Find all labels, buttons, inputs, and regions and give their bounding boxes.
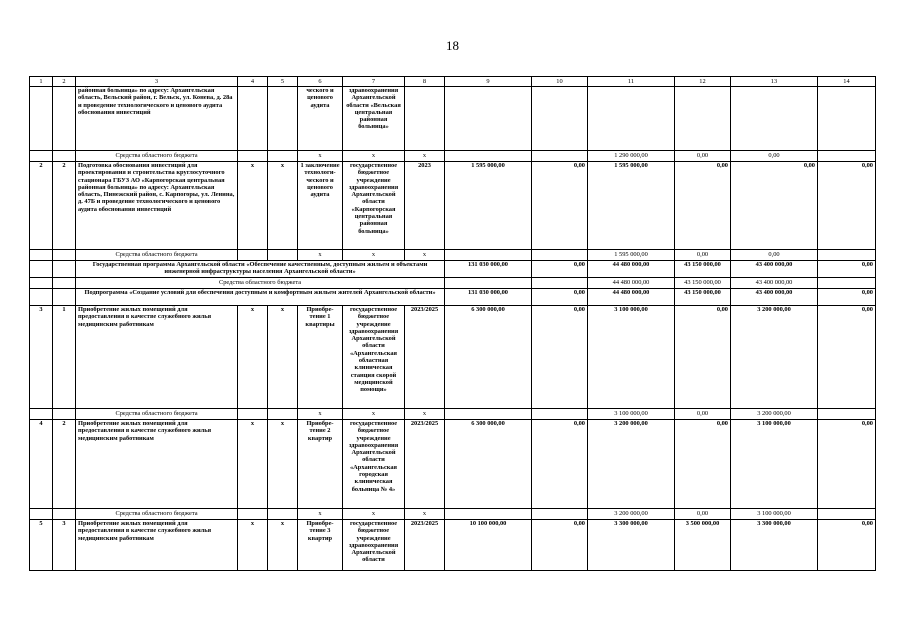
customer-cell: государственное бюджетное учреждение здравоохранения Архангельской области «Карпогорская центральная районная больница» [343,162,405,250]
amount-cell: 0,00 [731,162,818,250]
amount-cell: 0,00 [818,289,876,306]
source-row [30,151,876,162]
table-cell: х [238,420,268,509]
amount-cell: 43 400 000,00 [731,278,818,289]
source-label: Средства областного бюджета [76,250,238,261]
row-number: 4 [30,420,53,509]
amount-cell: 44 480 000,00 [588,289,675,306]
table-row [30,306,876,409]
amount-cell: 43 400 000,00 [731,289,818,306]
year-cell: 2023/2025 [405,306,445,409]
header-row [30,77,876,87]
result-cell: Приобре-тение 3 квартир [298,520,343,571]
table-row [30,162,876,250]
source-x: х [298,509,343,520]
amount-cell: 3 300 000,00 [731,520,818,571]
header-cell: 6 [298,77,343,87]
subprogram-row [30,289,876,306]
project-name: Приобретение жилых помещений для предоставления в качестве служебного жилья медицинским работникам [76,306,238,409]
year-cell: 2023/2025 [405,420,445,509]
amount-cell: 0,00 [675,306,731,409]
program-name: Государственная программа Архангельской области «Обеспечение качественным, доступным жильем и объектами инженерной инфраструктуры населения Архангельской области» [76,261,445,278]
amount-cell: 43 150 000,00 [675,289,731,306]
amount-cell: 43 400 000,00 [731,261,818,278]
table-row [30,87,876,151]
source-x: х [298,151,343,162]
project-name: Подготовка обоснования инвестиций для проектирования и строительства круглосуточного стационара ГБУЗ АО «Карпогорская центральная районная больница» по адресу: Архангельская область, Пинежский район, с. Карпогоры, ул. Ленина, д. 47Б и проведение технологического и ценового аудита обоснования инвестиций [76,162,238,250]
source-row [30,278,876,289]
table-cell: х [238,306,268,409]
amount-cell: 0,00 [532,261,588,278]
amount-cell: 6 300 000,00 [445,306,532,409]
source-x: х [343,409,405,420]
amount-cell: 0,00 [675,409,731,420]
amount-cell: 0,00 [675,509,731,520]
amount-cell: 3 500 000,00 [675,520,731,571]
table-row [30,520,876,571]
row-number: 2 [30,162,53,250]
source-label: Средства областного бюджета [76,409,238,420]
row-number: 5 [30,520,53,571]
row-subnumber: 2 [53,162,76,250]
amount-cell: 0,00 [818,306,876,409]
row-number: 3 [30,306,53,409]
program-row [30,261,876,278]
amount-cell: 3 100 000,00 [588,306,675,409]
source-label: Средства областного бюджета [76,278,445,289]
header-cell: 12 [675,77,731,87]
amount-cell: 0,00 [731,250,818,261]
table-cell: х [238,162,268,250]
amount-cell: 0,00 [532,162,588,250]
amount-cell: 0,00 [818,162,876,250]
amount-cell: 43 150 000,00 [675,278,731,289]
project-name: Приобретение жилых помещений для предоставления в качестве служебного жилья медицинским работникам [76,420,238,509]
header-cell: 10 [532,77,588,87]
source-x: х [298,250,343,261]
amount-cell: 43 150 000,00 [675,261,731,278]
row-subnumber: 2 [53,420,76,509]
page-number: 18 [446,38,459,53]
amount-cell: 3 200 000,00 [731,306,818,409]
amount-cell: 0,00 [532,520,588,571]
result-cell: Приобре-тение 2 квартир [298,420,343,509]
amount-cell: 0,00 [818,261,876,278]
result-cell: 1 заключение технологи-ческого и ценового аудита [298,162,343,250]
customer-cell: здравоохранения Архангельской области «Вельская центральная районная больница» [343,87,405,151]
source-row [30,250,876,261]
amount-cell: 3 100 000,00 [731,509,818,520]
source-x: х [405,151,445,162]
amount-cell: 0,00 [532,420,588,509]
table-cell: х [268,162,298,250]
amount-cell: 1 595 000,00 [445,162,532,250]
header-cell: 9 [445,77,532,87]
amount-cell: 0,00 [818,520,876,571]
source-x: х [405,250,445,261]
amount-cell: 1 595 000,00 [588,250,675,261]
amount-cell: 6 300 000,00 [445,420,532,509]
amount-cell: 0,00 [818,420,876,509]
amount-cell: 3 200 000,00 [588,509,675,520]
source-row [30,509,876,520]
year-cell: 2023 [405,162,445,250]
source-x: х [298,409,343,420]
source-x: х [343,509,405,520]
amount-cell: 131 030 000,00 [445,289,532,306]
amount-cell: 1 595 000,00 [588,162,675,250]
customer-cell: государственное бюджетное учреждение здравоохранения Архангельской области «Архангельская областная клиническая станция скорой медицинской помощи» [343,306,405,409]
amount-cell: 3 100 000,00 [588,409,675,420]
result-cell: ческого и ценового аудита [298,87,343,151]
source-x: х [405,509,445,520]
subprogram-name: Подпрограмма «Создание условий для обеспечения доступным и комфортным жильем жителей Архангельской области» [76,289,445,306]
result-cell: Приобре-тение 1 квартиры [298,306,343,409]
amount-cell: 0,00 [675,250,731,261]
source-label: Средства областного бюджета [76,509,238,520]
amount-cell: 0,00 [532,289,588,306]
amount-cell: 44 480 000,00 [588,278,675,289]
header-cell: 5 [268,77,298,87]
header-cell: 1 [30,77,53,87]
header-cell: 3 [76,77,238,87]
table-cell: х [268,420,298,509]
amount-cell: 0,00 [532,306,588,409]
amount-cell: 0,00 [675,420,731,509]
amount-cell: 1 290 000,00 [588,151,675,162]
amount-cell: 0,00 [731,151,818,162]
project-name: Приобретение жилых помещений для предоставления в качестве служебного жилья медицинским работникам [76,520,238,571]
table-cell: х [238,520,268,571]
source-x: х [405,409,445,420]
amount-cell: 3 200 000,00 [731,409,818,420]
customer-cell: государственное бюджетное учреждение здравоохранения Архангельской области «Архангельская городская клиническая больница № 4» [343,420,405,509]
header-cell: 11 [588,77,675,87]
header-cell: 4 [238,77,268,87]
table-cell: х [268,306,298,409]
year-cell: 2023/2025 [405,520,445,571]
amount-cell: 44 480 000,00 [588,261,675,278]
header-cell: 13 [731,77,818,87]
table-cell: х [268,520,298,571]
amount-cell: 3 300 000,00 [588,520,675,571]
row-subnumber: 3 [53,520,76,571]
source-x: х [343,250,405,261]
project-name: районная больница» по адресу: Архангельская область, Вельский район, г. Вельск, ул. Конева, д. 28а и проведение технологического и ценового аудита обоснования инвестиций [76,87,238,151]
customer-cell: государственное бюджетное учреждение здравоохранения Архангельской области [343,520,405,571]
amount-cell: 131 030 000,00 [445,261,532,278]
header-cell: 2 [53,77,76,87]
source-row [30,409,876,420]
amount-cell: 10 100 000,00 [445,520,532,571]
amount-cell: 3 200 000,00 [588,420,675,509]
source-label: Средства областного бюджета [76,151,238,162]
source-x: х [343,151,405,162]
header-cell: 14 [818,77,876,87]
row-subnumber: 1 [53,306,76,409]
table-row [30,420,876,509]
budget-table [29,76,876,571]
amount-cell: 0,00 [675,162,731,250]
amount-cell: 3 100 000,00 [731,420,818,509]
amount-cell: 0,00 [675,151,731,162]
header-cell: 8 [405,77,445,87]
header-cell: 7 [343,77,405,87]
